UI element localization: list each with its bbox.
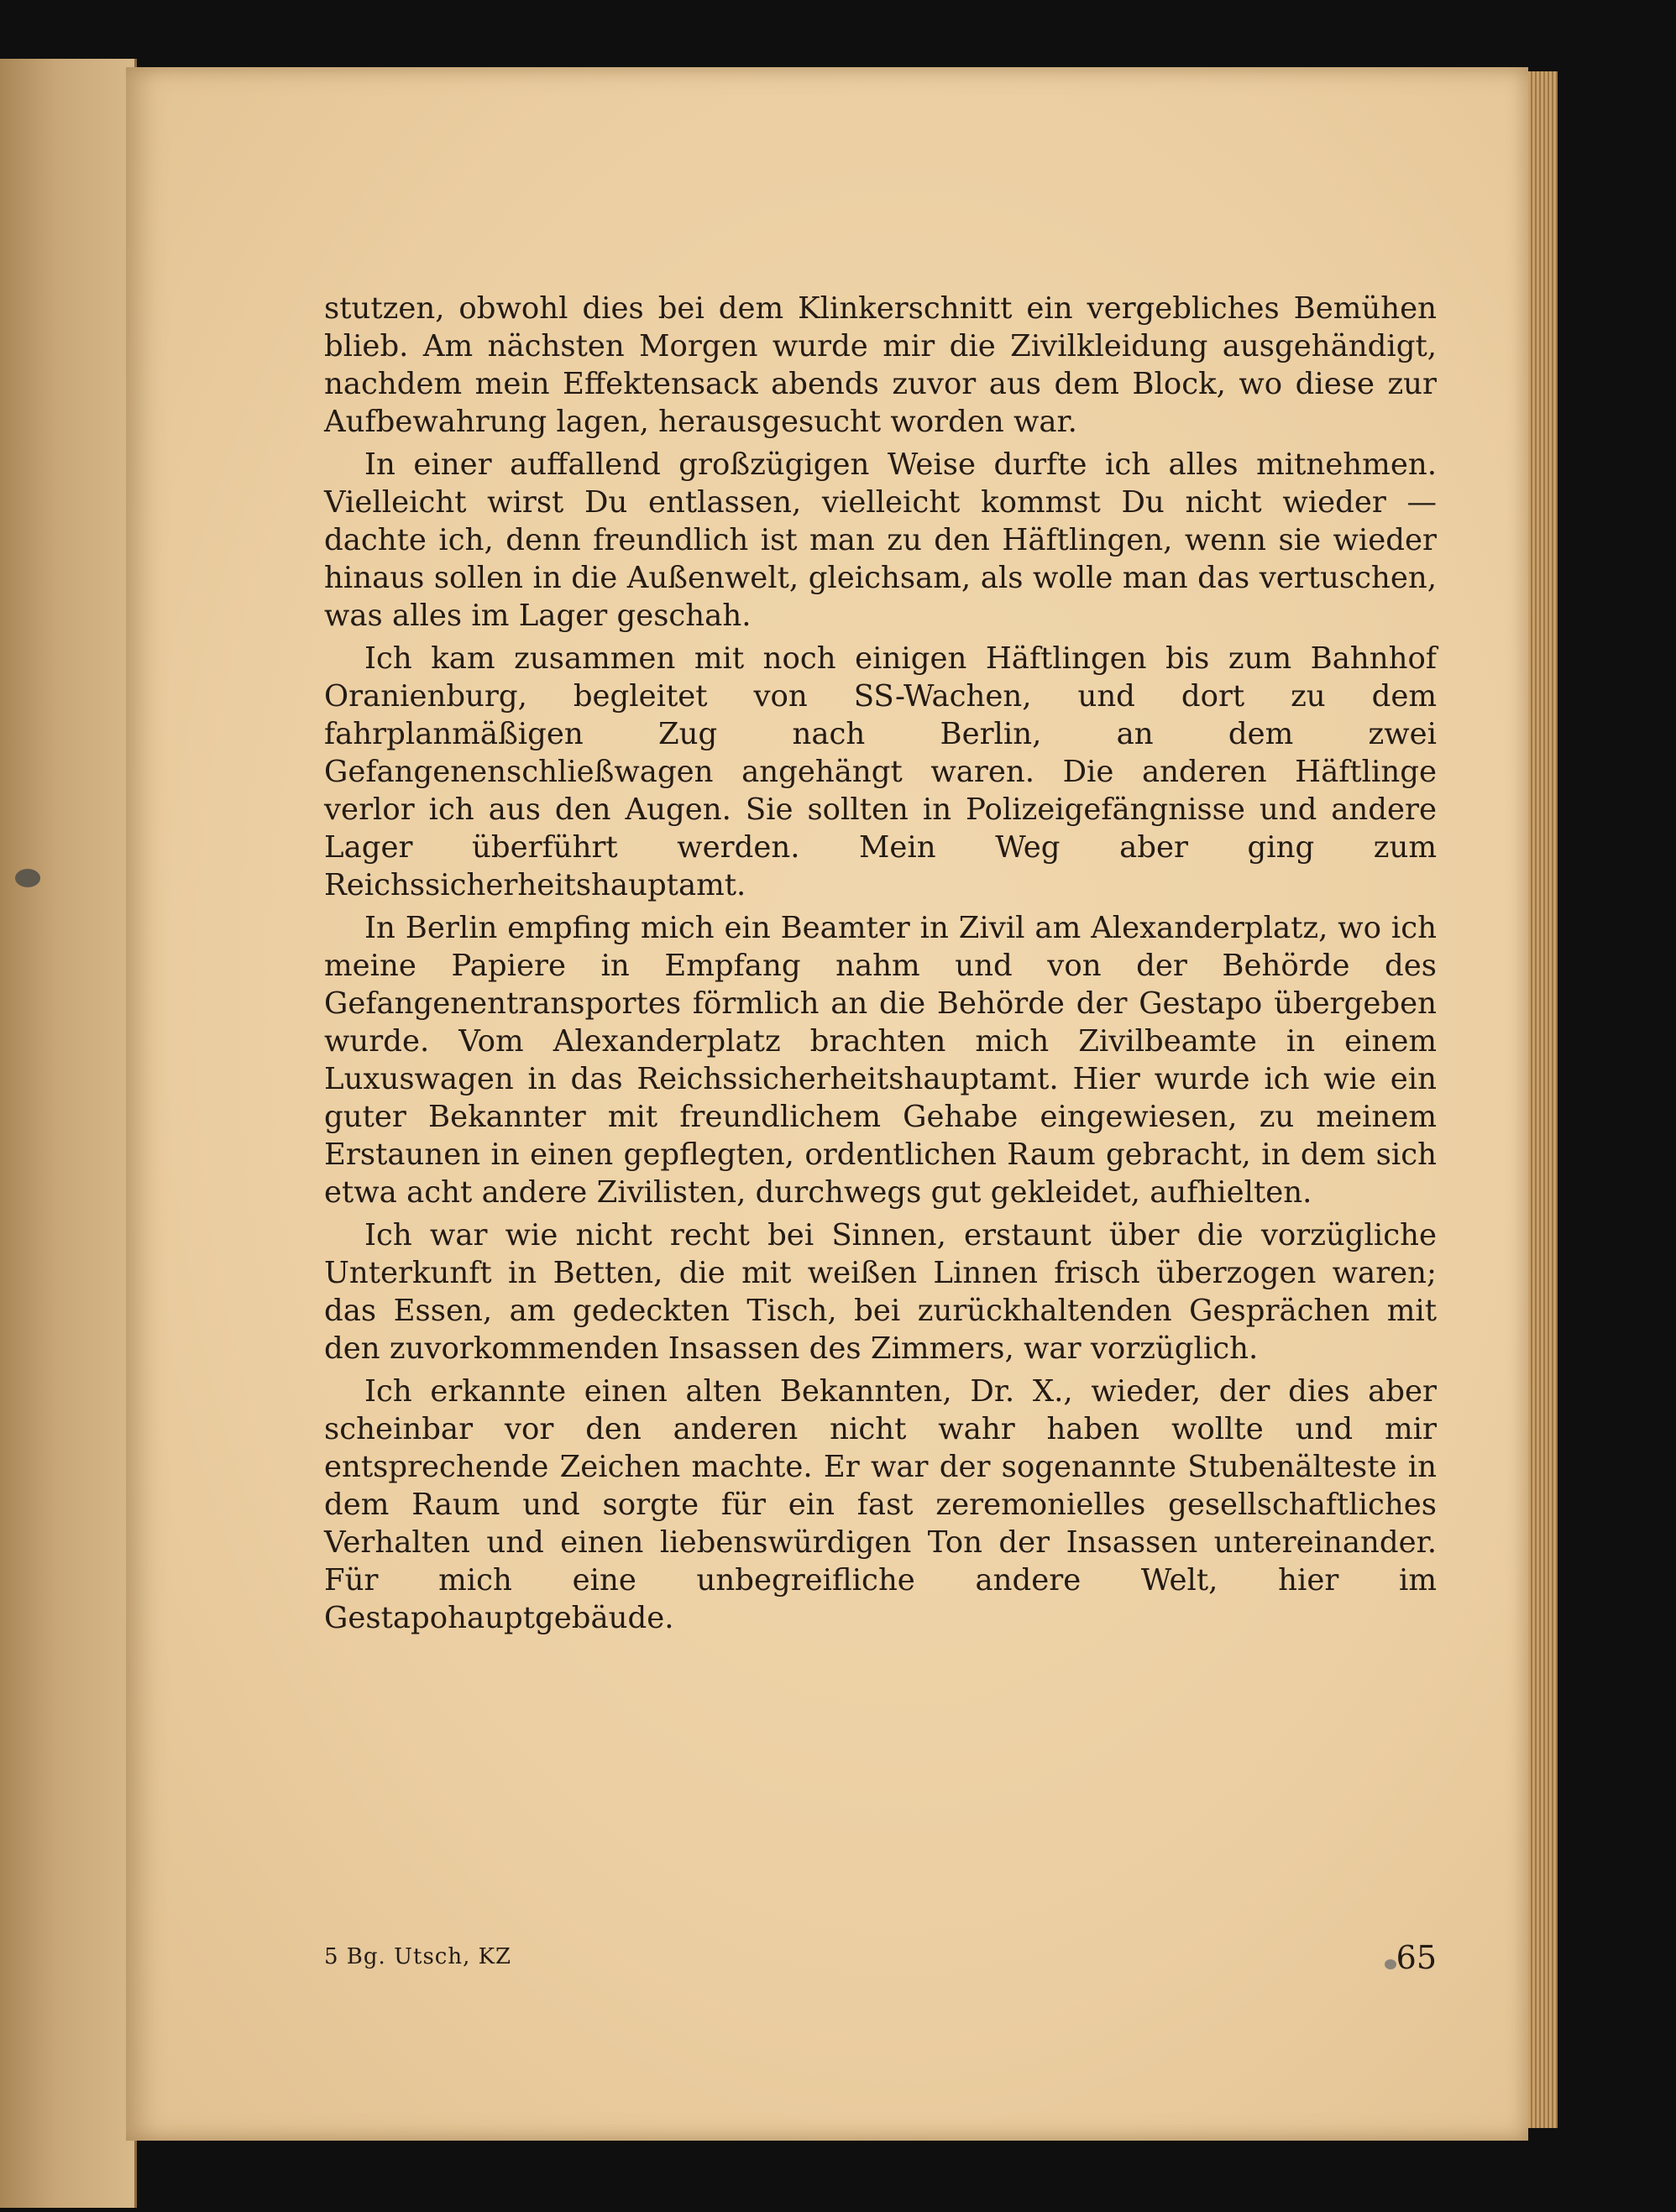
paragraph-6: Ich erkannte einen alten Bekannten, Dr. X., wieder, der dies aber scheinbar vor den anderen nicht wahr haben wollte und mir entsprechende Zeichen machte. Er war der sogenannte Stubenälteste in dem Raum und sorgte für ein fast zeremonielles gesellschaftliches Verhalten und einen liebenswürdigen Ton der Insassen untereinander. Für mich eine unbegreifliche andere Welt, hier im Gestapohauptgebäude. [324,1374,1437,1635]
paragraph-2: In einer auffallend großzügigen Weise durfte ich alles mitnehmen. Vielleicht wirst Du entlassen, vielleicht kommst Du nicht wieder — dachte ich, denn freundlich ist man zu den Häftlingen, wenn sie wieder hinaus sollen in die Außenwelt, gleichsam, als wolle man das vertuschen, was alles im Lager geschah. [324,447,1437,633]
book-page [126,67,1528,2141]
paragraph-3: Ich kam zusammen mit noch einigen Häftlingen bis zum Bahnhof Oranienburg, begleitet von SS-Wachen, und dort zu dem fahrplanmäßigen Zug nach Berlin, an dem zwei Gefangenenschließwagen angehängt waren. Die anderen Häftlinge verlor ich aus den Augen. Sie sollten in Polizeigefängnisse und andere Lager überführt werden. Mein Weg aber ging zum Reichssicherheitshauptamt. [324,641,1437,902]
facing-page-edge [0,59,137,2208]
printer-signature: 5 Bg. Utsch, KZ [324,1944,512,1969]
stain-mark [15,869,40,887]
page-body-text [324,290,1437,1642]
page-number: 65 [1396,1939,1437,1976]
paragraph-4: In Berlin empfing mich ein Beamter in Zivil am Alexanderplatz, wo ich meine Papiere in Empfang nahm und von der Behörde des Gefangenentransportes förmlich an die Behörde der Gestapo übergeben wurde. Vom Alexanderplatz brachten mich Zivilbeamte in einem Luxuswagen in das Reichssicherheitshauptamt. Hier wurde ich wie ein guter Bekannter mit freundlichem Gehabe eingewiesen, zu meinem Erstaunen in einen gepflegten, ordentlichen Raum gebracht, in dem sich etwa acht andere Zivilisten, durchwegs gut gekleidet, aufhielten. [324,911,1437,1210]
ink-dot [1385,1959,1396,1969]
page-footer [324,1939,1437,1981]
paragraph-5: Ich war wie nicht recht bei Sinnen, erstaunt über die vorzügliche Unterkunft in Betten, die mit weißen Linnen frisch überzogen waren; das Essen, am gedeckten Tisch, bei zurückhaltenden Gesprächen mit den zuvorkommenden Insassen des Zimmers, war vorzüglich. [324,1218,1437,1366]
paragraph-1: stutzen, obwohl dies bei dem Klinkerschnitt ein vergebliches Bemühen blieb. Am nächsten Morgen wurde mir die Zivilkleidung ausgehändigt, nachdem mein Effektensack abends zuvor aus dem Block, wo diese zur Aufbewahrung lagen, herausgesucht worden war. [324,291,1437,439]
